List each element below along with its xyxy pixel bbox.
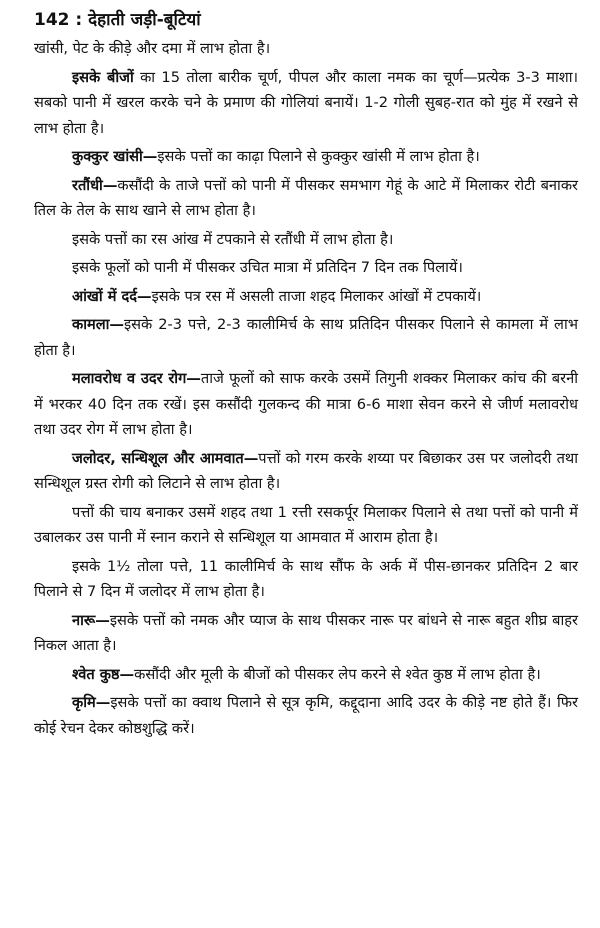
paragraph-text: कसौंदी के ताजे पत्तों को पानी में पीसकर समभाग गेहूं के आटे में मिलाकर रोटी बनाकर तिल के तेल के साथ खाने से लाभ होता है।	[34, 176, 578, 219]
paragraph-heading: इसके बीजों	[72, 68, 134, 86]
paragraph-text: इसके फूलों को पानी में पीसकर उचित मात्रा में प्रतिदिन 7 दिन तक पिलायें।	[72, 259, 463, 276]
paragraph-4	[34, 173, 578, 224]
paragraph-text: पत्तों की चाय बनाकर उसमें शहद तथा 1 रत्ती रसकर्पूर मिलाकर पिलाने से तथा पत्तों को पानी में उबालकर उस पानी में स्नान कराने से सन्धिशूल या आमवात में आराम होता है।	[34, 503, 578, 546]
paragraph-text: इसके पत्तों का क्वाथ पिलाने से सूत्र कृमि, कद्दूदाना आदि उदर के कीड़े नष्ट होते हैं। फिर कोई रेचन देकर कोष्ठशुद्धि करें।	[34, 694, 578, 737]
paragraph-heading: जलोदर, सन्धिशूल और आमवात—	[72, 449, 259, 467]
paragraph-heading: रतौंधी—	[72, 176, 118, 194]
paragraph-heading: श्वेत कुष्ठ—	[72, 665, 135, 683]
paragraph-text: कसौंदी और मूली के बीजों को पीसकर लेप करने से श्वेत कुष्ठ में लाभ होता है।	[134, 665, 541, 683]
paragraph-text: इसके 2-3 पत्ते, 2-3 कालीमिर्च के साथ प्रतिदिन पीसकर पिलाने से कामला में लाभ होता है।	[34, 316, 578, 359]
paragraph-9	[34, 366, 578, 443]
paragraph-8	[34, 312, 578, 363]
paragraph-5	[34, 227, 578, 253]
page-header: 142 : देहाती जड़ी-बूटियां	[34, 10, 201, 30]
paragraph-13	[34, 608, 578, 659]
paragraph-text: इसके 1½ तोला पत्ते, 11 कालीमिर्च के साथ सौंफ के अर्क में पीस-छानकर प्रतिदिन 2 बार पिलाने से 7 दिन में जलोदर में लाभ होता है।	[34, 557, 578, 600]
paragraph-15	[34, 690, 578, 741]
paragraph-14	[34, 662, 578, 688]
paragraph-6	[34, 255, 578, 281]
paragraph-1	[34, 36, 578, 62]
paragraph-text: इसके पत्तों को नमक और प्याज के साथ पीसकर नारू पर बांधने से नारू बहुत शीघ्र बाहर निकल आता है।	[34, 611, 578, 654]
paragraph-heading: कामला—	[72, 316, 124, 333]
paragraph-heading: आंखों में दर्द—	[72, 287, 152, 305]
paragraph-text: पत्तों को गरम करके शय्या पर बिछाकर उस पर जलोदरी तथा सन्धिशूल ग्रस्त रोगी को लिटाने से लाभ होता है।	[34, 449, 579, 492]
paragraph-2	[34, 65, 578, 142]
paragraph-7	[34, 284, 578, 310]
paragraph-heading: कुक्कुर खांसी—	[72, 148, 158, 165]
paragraph-10	[34, 446, 578, 497]
paragraph-text: इसके पत्तों का काढ़ा पिलाने से कुक्कुर खांसी में लाभ होता है।	[157, 148, 480, 165]
paragraph-12	[34, 554, 578, 605]
paragraph-text: का 15 तोला बारीक चूर्ण, पीपल और काला नमक का चूर्ण—प्रत्येक 3-3 माशा। सबको पानी में खरल करके चने के प्रमाण की गोलियां बनायें। 1-2 गोली सुबह-रात को मुंह में रखने से लाभ होता है।	[34, 68, 579, 137]
paragraph-text: इसके पत्तों का रस आंख में टपकाने से रतौंधी में लाभ होता है।	[72, 230, 394, 248]
paragraph-heading: नारू—	[72, 611, 110, 629]
paragraph-text: इसके पत्र रस में असली ताजा शहद मिलाकर आंखों में टपकायें।	[151, 287, 482, 305]
paragraph-text: ताजे फूलों को साफ करके उसमें तिगुनी शक्कर मिलाकर कांच की बरनी में भरकर 40 दिन तक रखें। इस कसौंदी गुलकन्द की मात्रा 6-6 माशा सेवन करने से जीर्ण मलावरोध तथा उदर रोग में लाभ होता है।	[34, 370, 578, 438]
paragraph-heading: मलावरोध व उदर रोग—	[72, 370, 201, 387]
paragraph-3	[34, 144, 578, 170]
paragraph-heading: कृमि—	[72, 694, 111, 711]
paragraph-11	[34, 500, 578, 551]
paragraph-text: खांसी, पेट के कीड़े और दमा में लाभ होता है।	[34, 40, 271, 57]
